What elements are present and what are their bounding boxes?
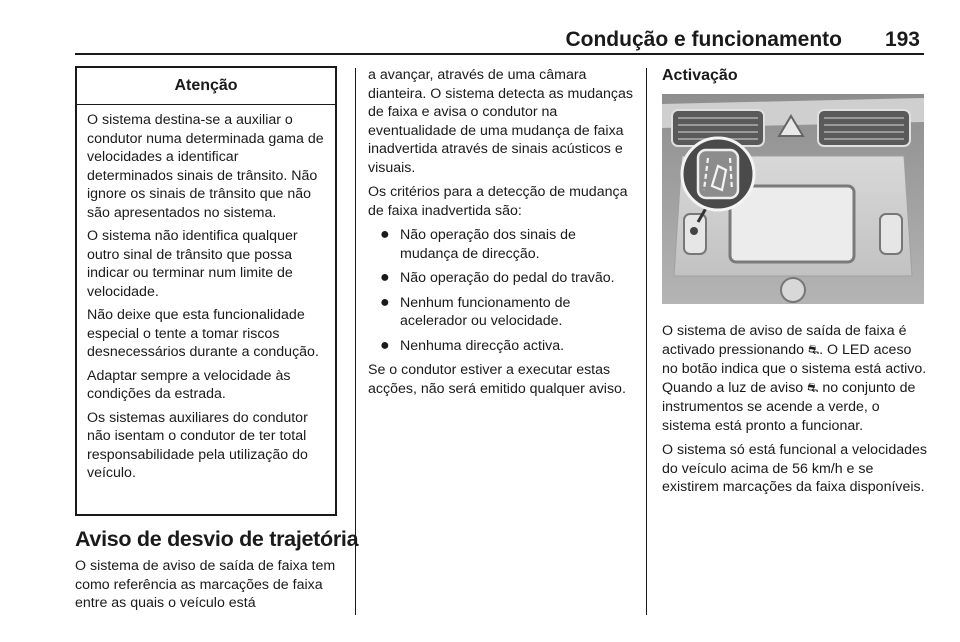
warning-paragraph: O sistema não identifica qualquer outro sinal de trânsito que possa indicar ou terminar num limite de velocidade. — [87, 228, 298, 300]
warning-box — [75, 66, 337, 516]
right-air-vent — [818, 110, 910, 146]
touchscreen — [730, 186, 854, 262]
right-side-button — [880, 214, 902, 254]
intro-paragraph-start: O sistema de aviso de saída de faixa tem como referência as marcações de faixa entre as quais o veículo está — [75, 558, 336, 611]
activation-heading: Activação — [662, 67, 738, 84]
activation-text-1: O sistema de aviso de saída de faixa é activado pressionando — [662, 323, 907, 358]
activation-text-2: . O LED aceso no botão indica que o sistema está activo. Quando a luz de aviso — [662, 341, 927, 396]
list-item — [368, 226, 638, 263]
bullet-icon: ● — [380, 336, 390, 354]
volume-knob — [781, 278, 805, 302]
criteria-text: Nenhum funcionamento de acelerador ou velocidade. — [400, 294, 571, 329]
middle-column — [368, 66, 638, 404]
list-item — [368, 337, 638, 356]
warning-paragraph: Adaptar sempre a velocidade às condições da estrada. — [87, 367, 291, 402]
list-item — [368, 269, 638, 288]
lane-departure-icon: ⛐ — [807, 380, 819, 396]
bullet-icon: ● — [380, 293, 390, 311]
criteria-intro: Os critérios para a detecção de mudança de faixa inadvertida são: — [368, 184, 628, 219]
criteria-list — [368, 226, 638, 355]
page-number: 193 — [884, 28, 920, 51]
criteria-text: Nenhuma direcção activa. — [400, 337, 565, 354]
activation-text-3: no conjunto de instrumentos se acende a verde, o sistema está pronto a funcionar. — [662, 379, 916, 434]
page-header-title: Condução e funcionamento — [565, 28, 842, 51]
intro-paragraph-continued: a avançar, através de uma câmara dianteira. O sistema detecta as mudanças de faixa e avisa o condutor na eventualidade de uma mudança de faixa inadvertida através de sinais acústicos e visuais. — [368, 67, 633, 176]
dashboard-illustration — [662, 94, 924, 304]
list-item — [368, 294, 638, 331]
right-column — [662, 66, 928, 503]
column-divider — [646, 68, 647, 615]
warning-title: Atenção — [77, 68, 335, 105]
lane-assist-led — [690, 227, 698, 235]
dashboard-svg — [662, 94, 924, 304]
criteria-text: Não operação dos sinais de mudança de direcção. — [400, 227, 576, 262]
section-intro-start — [75, 557, 345, 613]
header-rule — [75, 53, 924, 55]
warning-paragraph: O sistema destina-se a auxiliar o condutor numa determinada gama de velocidades a identificar determinados sinais de trânsito. Não ignore os sinais de trânsito que não são apresentados no sistema. — [87, 112, 324, 221]
no-warning-paragraph: Se o condutor estiver a executar estas acções, não será emitido qualquer aviso. — [368, 362, 626, 397]
warning-paragraph: Os sistemas auxiliares do condutor não isentam o condutor de ter total responsabilidade pela utilização do veículo. — [87, 409, 308, 481]
warning-paragraph: Não deixe que esta funcionalidade especial o tente a tomar riscos desnecessários durante a condução. — [87, 307, 319, 360]
criteria-text: Não operação do pedal do travão. — [400, 270, 615, 286]
speed-condition-paragraph: O sistema só está funcional a velocidades do veículo acima de 56 km/h e se existirem marcações da faixa disponíveis. — [662, 442, 927, 495]
section-heading: Aviso de desvio de trajetória — [75, 527, 359, 551]
warning-body — [77, 105, 335, 483]
activation-paragraph — [662, 322, 928, 435]
bullet-icon: ● — [380, 226, 390, 243]
lane-departure-icon: ⛐ — [807, 342, 820, 358]
bullet-icon: ● — [380, 269, 390, 286]
